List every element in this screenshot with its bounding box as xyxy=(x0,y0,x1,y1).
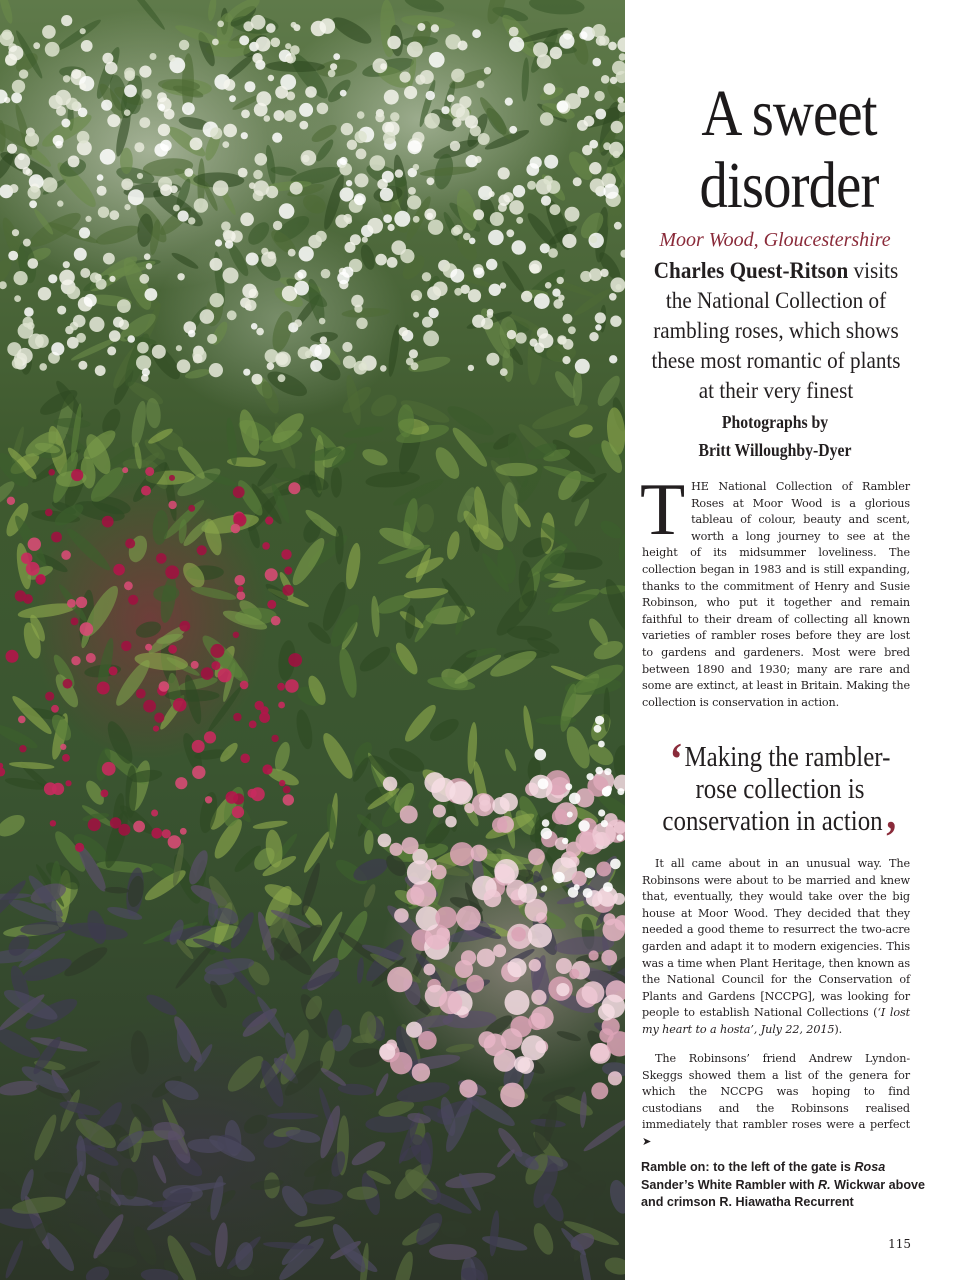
caption-text-b: Sander’s White Rambler with xyxy=(641,1177,819,1192)
standfirst-text: visits the National Collection of rambling roses, which shows these most romantic of plants at their very finest xyxy=(651,258,901,404)
open-quote-mark: ‘ xyxy=(669,733,683,784)
credit-line-2: Britt Willoughby-Dyer xyxy=(698,440,852,460)
caption-text-a: Ramble on: to the left of the gate is xyxy=(641,1160,855,1174)
close-quote-mark: ’ xyxy=(884,811,898,862)
body-paragraph-3 xyxy=(642,1051,910,1151)
para1-text: HE National Collection of Rambler Roses at Moor Wood is a glorious tableau of colour, beauty and scent, worth a long journey to see at the height of its midsummer loveliness. The collection began in 1983 and is still expanding, thanks to the commitment of Henry and Susie Robinson, who put it together and remain faithful to their dream of collecting all known varieties of rambler roses before they are lost to gardens and gardeners. Most were bred between 1890 and 1930; many are rare and some are extinct, at least in Britain. Making the collection is conservation in action. xyxy=(642,480,910,709)
para3-text: The Robinsons’ friend Andrew Lyndon-Skeggs showed them a list of the genera for which the NCCPG was hoping to find custodians and the Robinsons realised immediately that rambler roses were a perfect xyxy=(642,1052,910,1132)
body-paragraph-2 xyxy=(642,856,910,1039)
location-line: Moor Wood, Gloucestershire xyxy=(659,229,891,251)
standfirst xyxy=(647,256,904,406)
pull-quote xyxy=(655,733,904,862)
article-title xyxy=(660,78,918,222)
caption-r: R. xyxy=(818,1177,831,1192)
title-line-2: disorder xyxy=(699,149,879,222)
title-line-1: A sweet xyxy=(701,77,877,150)
standfirst-author: Charles Quest-Ritson xyxy=(653,258,849,284)
page-number: 115 xyxy=(888,1237,911,1251)
article-column xyxy=(625,0,971,1280)
caption-text-c: Wickwar above and crimson R. Hiawatha Recurrent xyxy=(641,1177,926,1210)
continue-arrow-icon: ➤ xyxy=(642,1134,652,1148)
caption-rosa: Rosa xyxy=(854,1160,886,1174)
para2-reference: ‘I lost my heart to a hosta’, July 22, 2015 xyxy=(642,1006,910,1036)
para2-text-a: It all came about in an unusual way. The Robinsons were about to be married and knew that, eventually, they would take over the big house at Moor Wood. They decided that they needed a good theme to resurrect the two-acre garden and adapt it to modern exigencies. This was a time when Plant Heritage, then known as the National Council for the Conservation of Plants and Gardens [NCCPG], was looking for people to establish National Collections ( xyxy=(642,857,910,1020)
para2-text-b: ). xyxy=(834,1022,843,1036)
photo-caption xyxy=(641,1159,931,1212)
drop-cap: T xyxy=(640,469,686,551)
credit-line-1: Photographs by xyxy=(721,412,829,432)
photo-credit xyxy=(640,408,910,464)
body-paragraph-1 xyxy=(640,469,910,711)
pull-quote-text: Making the rambler-rose collection is conservation in action xyxy=(662,741,891,837)
